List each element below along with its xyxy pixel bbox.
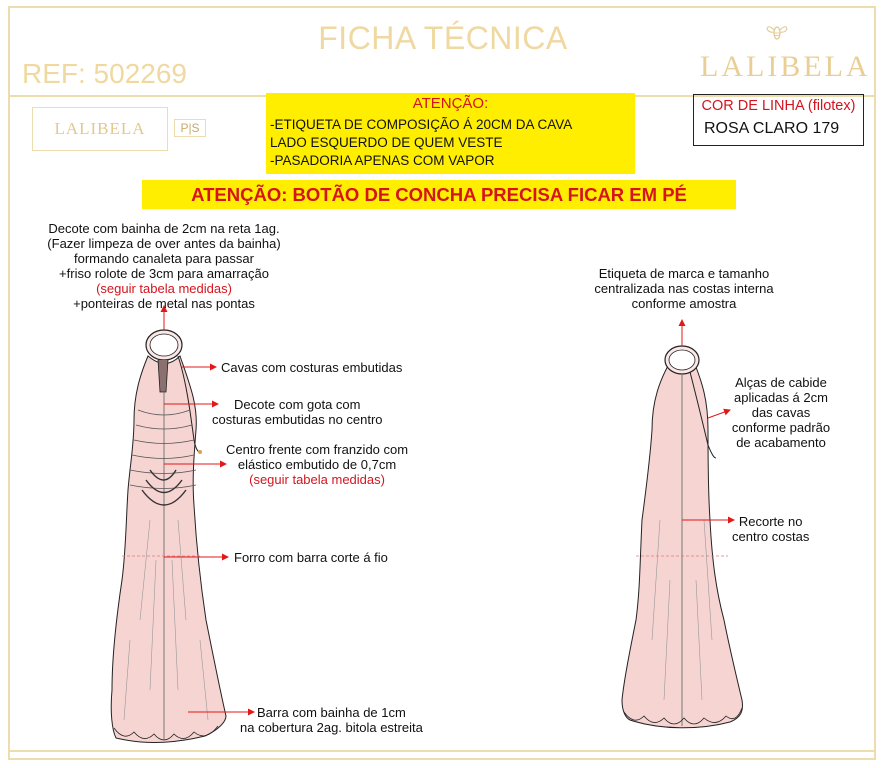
brand-logo: LALIBELA: [700, 50, 871, 83]
note-line: Recorte no: [738, 514, 803, 529]
note-line: costuras embutidas no centro: [212, 412, 383, 427]
note-line: +friso rolote de 3cm para amarração: [59, 266, 269, 281]
note-line: centralizada nas costas interna: [594, 281, 774, 296]
note-line: elástico embutido de 0,7cm: [237, 457, 397, 472]
lining-note: Forro com barra corte á fio: [234, 550, 388, 565]
note-line: +ponteiras de metal nas pontas: [73, 296, 255, 311]
note-line: (Fazer limpeza de over antes da bainha): [47, 236, 281, 251]
attention-line: LADO ESQUERDO DE QUEM VESTE: [270, 135, 503, 150]
note-line: aplicadas á 2cm: [734, 390, 828, 405]
brand-label-tag: LALIBELA: [32, 107, 168, 151]
attention-line: -PASADORIA APENAS COM VAPOR: [270, 153, 495, 168]
note-line: Barra com bainha de 1cm: [256, 705, 406, 720]
drop-note: [212, 397, 383, 427]
thread-color-value: ROSA CLARO 179: [704, 120, 840, 137]
page-title: FICHA TÉCNICA: [318, 20, 568, 56]
attention-title: ATENÇÃO:: [412, 95, 489, 112]
note-line: de acabamento: [736, 435, 826, 450]
thread-color-title: COR DE LINHA (filotex): [701, 98, 856, 114]
note-line-red: (seguir tabela medidas): [249, 472, 385, 487]
size-tag: P|S: [174, 119, 206, 137]
armhole-note: Cavas com costuras embutidas: [221, 360, 403, 375]
note-line: conforme amostra: [631, 296, 737, 311]
strap-note: [722, 375, 840, 450]
note-line: das cavas: [751, 405, 811, 420]
note-line: Alças de cabide: [735, 375, 827, 390]
button-warning-banner: ATENÇÃO: BOTÃO DE CONCHA PRECISA FICAR EM PÉ: [142, 180, 736, 209]
note-line-red: (seguir tabela medidas): [96, 281, 232, 296]
attention-line: -ETIQUETA DE COMPOSIÇÃO Á 20CM DA CAVA: [270, 117, 573, 132]
brand-label-note: [584, 266, 784, 311]
center-front-note: [226, 442, 408, 487]
note-line: Centro frente com franzido com: [226, 442, 409, 457]
note-line: centro costas: [732, 529, 810, 544]
hem-note: [240, 705, 423, 735]
note-line: Decote com bainha de 2cm na reta 1ag.: [48, 221, 280, 236]
note-line: Etiqueta de marca e tamanho: [598, 266, 770, 281]
reference-number: REF: 502269: [22, 58, 187, 89]
note-line: conforme padrão: [731, 420, 831, 435]
back-seam-note: [732, 514, 809, 544]
note-line: na cobertura 2ag. bitola estreita: [240, 720, 423, 735]
front-dress-drawing: [111, 330, 226, 742]
note-line: formando canaleta para passar: [74, 251, 254, 266]
neckline-note: [32, 221, 296, 311]
note-line: Decote com gota com: [234, 397, 361, 412]
